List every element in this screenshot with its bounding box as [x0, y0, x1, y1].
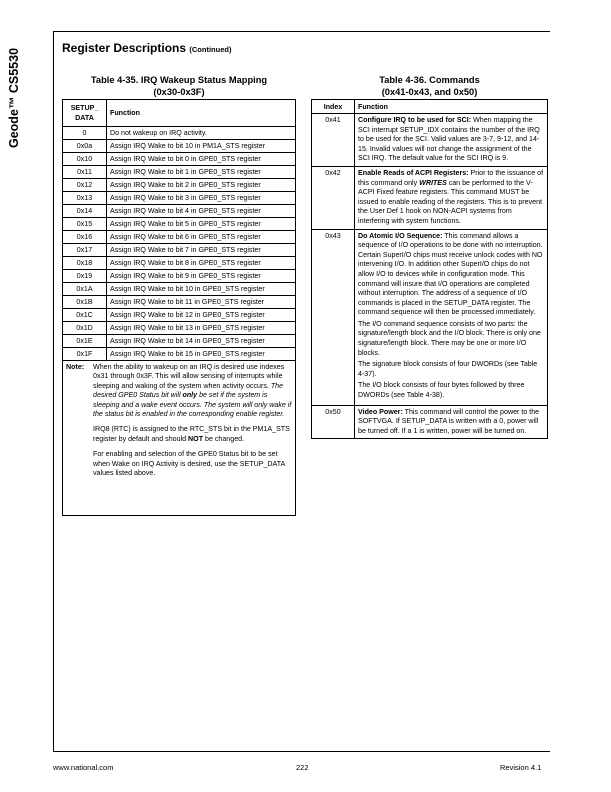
note-p1-italic: The desired GPE0 Status bit will [93, 381, 284, 400]
setup-data-cell: 0x17 [63, 244, 107, 257]
table1-note-row [63, 361, 296, 516]
note-paragraph-3: For enabling and selection of the GPE0 Status bit to be set when Wake on IRQ Activity is desired, use the SETUP_DATA values listed above. [93, 450, 285, 478]
table2-function-cell [355, 114, 548, 167]
footer-page-number: 222 [296, 763, 309, 772]
command-paragraph-4: The I/O block consists of four bytes followed by three DWORDs (see Table 4-38). [358, 381, 525, 400]
function-cell: Assign IRQ Wake to bit 3 in GPE0_STS register [107, 192, 296, 205]
table1-header-function: Function [107, 100, 296, 127]
command-paragraph-3: The signature block consists of four DWORDs (see Table 4-37). [358, 360, 538, 378]
table1-caption [62, 74, 296, 98]
command-title: Configure IRQ to be used for SCI: [358, 116, 472, 124]
table2-row-0x43 [312, 229, 548, 405]
note-p2-not: NOT [188, 434, 204, 443]
function-cell: Assign IRQ Wake to bit 10 in GPE0_STS register [107, 283, 296, 296]
command-description: When mapping the SCI interrupt SETUP_IDX contains the number of the IRQ to be used for the SCI. Valid values are 3-7, 9-12, and 14-15. Invalid values will not change the assignment of the SCI IRQ. The default value for the SCI IRQ is 9. [358, 116, 540, 163]
function-cell: Assign IRQ Wake to bit 10 in PM1A_STS register [107, 140, 296, 153]
section-heading [62, 41, 231, 55]
command-title: Do Atomic I/O Sequence: [358, 231, 443, 240]
table2-row-0x50 [312, 405, 548, 439]
table1-row [63, 257, 296, 270]
setup-data-cell: 0 [63, 127, 107, 140]
function-cell: Assign IRQ Wake to bit 13 in GPE0_STS register [107, 322, 296, 335]
setup-data-cell: 0x12 [63, 179, 107, 192]
setup-data-cell: 0x0a [63, 140, 107, 153]
table2-caption-line2: (0x41-0x43, and 0x50) [381, 87, 478, 97]
table1-row [63, 179, 296, 192]
table1-row [63, 309, 296, 322]
function-cell: Assign IRQ Wake to bit 11 in GPE0_STS register [107, 296, 296, 309]
setup-data-cell: 0x1D [63, 322, 107, 335]
function-cell: Assign IRQ Wake to bit 1 in GPE0_STS register [107, 166, 296, 179]
setup-data-cell: 0x1E [63, 335, 107, 348]
setup-data-cell: 0x15 [63, 218, 107, 231]
heading-title: Register Descriptions [62, 41, 187, 55]
table2-header-index: Index [312, 100, 355, 114]
table1-row [63, 140, 296, 153]
function-cell: Assign IRQ Wake to bit 8 in GPE0_STS register [107, 257, 296, 270]
function-cell: Do not wakeup on IRQ activity. [107, 127, 296, 140]
table1-header-row [63, 100, 296, 127]
function-cell: Assign IRQ Wake to bit 0 in GPE0_STS register [107, 153, 296, 166]
table1-caption-line1: Table 4-35. IRQ Wakeup Status Mapping [90, 75, 268, 85]
commands-table [311, 99, 548, 439]
function-cell: Assign IRQ Wake to bit 2 in GPE0_STS register [107, 179, 296, 192]
table1-header-setup: SETUP_ DATA [63, 100, 107, 127]
setup-data-cell: 0x1A [63, 283, 107, 296]
product-title-text: Geode™ CS5530 [7, 47, 21, 148]
table2-header-row [312, 100, 548, 114]
table1-row [63, 127, 296, 140]
command-writes-emphasis: WRITES [419, 178, 447, 187]
function-cell: Assign IRQ Wake to bit 7 in GPE0_STS register [107, 244, 296, 257]
note-p2-text: IRQ8 (RTC) is assigned to the RTC_STS bit in the PM1A_STS register by default and should [93, 425, 290, 443]
table2-index-cell: 0x50 [312, 405, 355, 439]
command-paragraph-1 [358, 232, 544, 318]
command-description: This command will control the power to the SOFTVGA. If SETUP_DATA is written with a 0, power will be turned off. If a 1 is written, power will be turned on. [358, 407, 540, 435]
command-title: Video Power: [358, 407, 403, 416]
setup-data-cell: 0x18 [63, 257, 107, 270]
table1-row [63, 348, 296, 361]
table1-row [63, 270, 296, 283]
note-label: Note: [66, 363, 85, 371]
table1-row [63, 322, 296, 335]
table1-row [63, 244, 296, 257]
table2-header-function: Function [355, 100, 548, 114]
table1-row [63, 205, 296, 218]
note-p1-italic-end: be set if the system is sleeping and a wake event occurs. The system will only wake if the status bit is enabled in the corresponding enable register. [93, 391, 292, 419]
table1-row [63, 231, 296, 244]
function-cell: Assign IRQ Wake to bit 4 in GPE0_STS register [107, 205, 296, 218]
table2-function-cell [355, 229, 548, 405]
setup-data-cell: 0x10 [63, 153, 107, 166]
function-cell: Assign IRQ Wake to bit 14 in GPE0_STS register [107, 335, 296, 348]
table2-index-cell: 0x43 [312, 229, 355, 405]
setup-data-cell: 0x11 [63, 166, 107, 179]
table1-row [63, 335, 296, 348]
table1-row [63, 153, 296, 166]
irq-wakeup-table [62, 99, 296, 516]
function-cell: Assign IRQ Wake to bit 5 in GPE0_STS register [107, 218, 296, 231]
table2-row-0x42 [312, 166, 548, 229]
vertical-product-title [7, 30, 31, 160]
note-p1-only: only [182, 391, 198, 400]
table1-caption-line2: (0x30-0x3F) [153, 87, 205, 97]
table2-function-cell [355, 166, 548, 229]
command-description: Prior to the issuance of this command only [358, 168, 544, 187]
table2-index-cell: 0x42 [312, 166, 355, 229]
table2-function-cell [355, 405, 548, 439]
note-paragraph-1 [93, 363, 292, 419]
note-p2-end: be changed. [203, 434, 245, 443]
footer-url: www.national.com [53, 763, 114, 772]
footer-revision: Revision 4.1 [500, 763, 542, 772]
table1-row [63, 218, 296, 231]
table1-row [63, 296, 296, 309]
command-title: Enable Reads of ACPI Registers: [358, 168, 469, 177]
setup-data-cell: 0x1C [63, 309, 107, 322]
table2-row-0x41 [312, 114, 548, 167]
table1-row [63, 192, 296, 205]
setup-data-cell: 0x19 [63, 270, 107, 283]
function-cell: Assign IRQ Wake to bit 9 in GPE0_STS register [107, 270, 296, 283]
setup-data-cell: 0x16 [63, 231, 107, 244]
function-cell: Assign IRQ Wake to bit 6 in GPE0_STS register [107, 231, 296, 244]
setup-data-cell: 0x14 [63, 205, 107, 218]
command-description-end: can be performed to the V-ACPI Fixed feature registers. This command MUST be issued to enable reading of the registers. This is to prevent the User Def 1 hook on NON-ACPI systems from interfering with system functions. [358, 178, 543, 225]
table1-body [63, 127, 296, 361]
command-paragraph-2: The I/O command sequence consists of two parts: the signature/length block and the I/O block. There is only one signature/length block. There may be one or more I/O blocks. [358, 319, 541, 357]
table2-caption [311, 74, 548, 98]
setup-data-cell: 0x13 [63, 192, 107, 205]
setup-data-cell: 0x1B [63, 296, 107, 309]
note-p1-text: When the ability to wakeup on an IRQ is desired use indexes 0x31 through 0x3F. This will allow sensing of interrupts while sleeping and waking of the system when activity occurs. [93, 363, 285, 390]
heading-subtitle: (Continued) [189, 45, 232, 54]
table1-row [63, 166, 296, 179]
table1-row [63, 283, 296, 296]
table1-note [63, 361, 296, 516]
function-cell: Assign IRQ Wake to bit 12 in GPE0_STS register [107, 309, 296, 322]
command-description: This command allows a sequence of I/O operations to be done with no interruption. Certain SuperI/O chips must receive unlock codes with NO intervening I/O. In addition other SuperI/O chips do not allow I/O to devices while in configuration mode. This command will insure that I/O operations are completed without interruption. The address of a sequence of I/O commands is placed in the SETUP_DATA register. The command sequence will then be processed immediately. [358, 231, 543, 317]
setup-data-cell: 0x1F [63, 348, 107, 361]
function-cell: Assign IRQ Wake to bit 15 in GPE0_STS register [107, 348, 296, 361]
table2-index-cell: 0x41 [312, 114, 355, 167]
table2-caption-line1: Table 4-36. Commands [379, 75, 480, 85]
note-paragraph-2 [93, 425, 292, 444]
